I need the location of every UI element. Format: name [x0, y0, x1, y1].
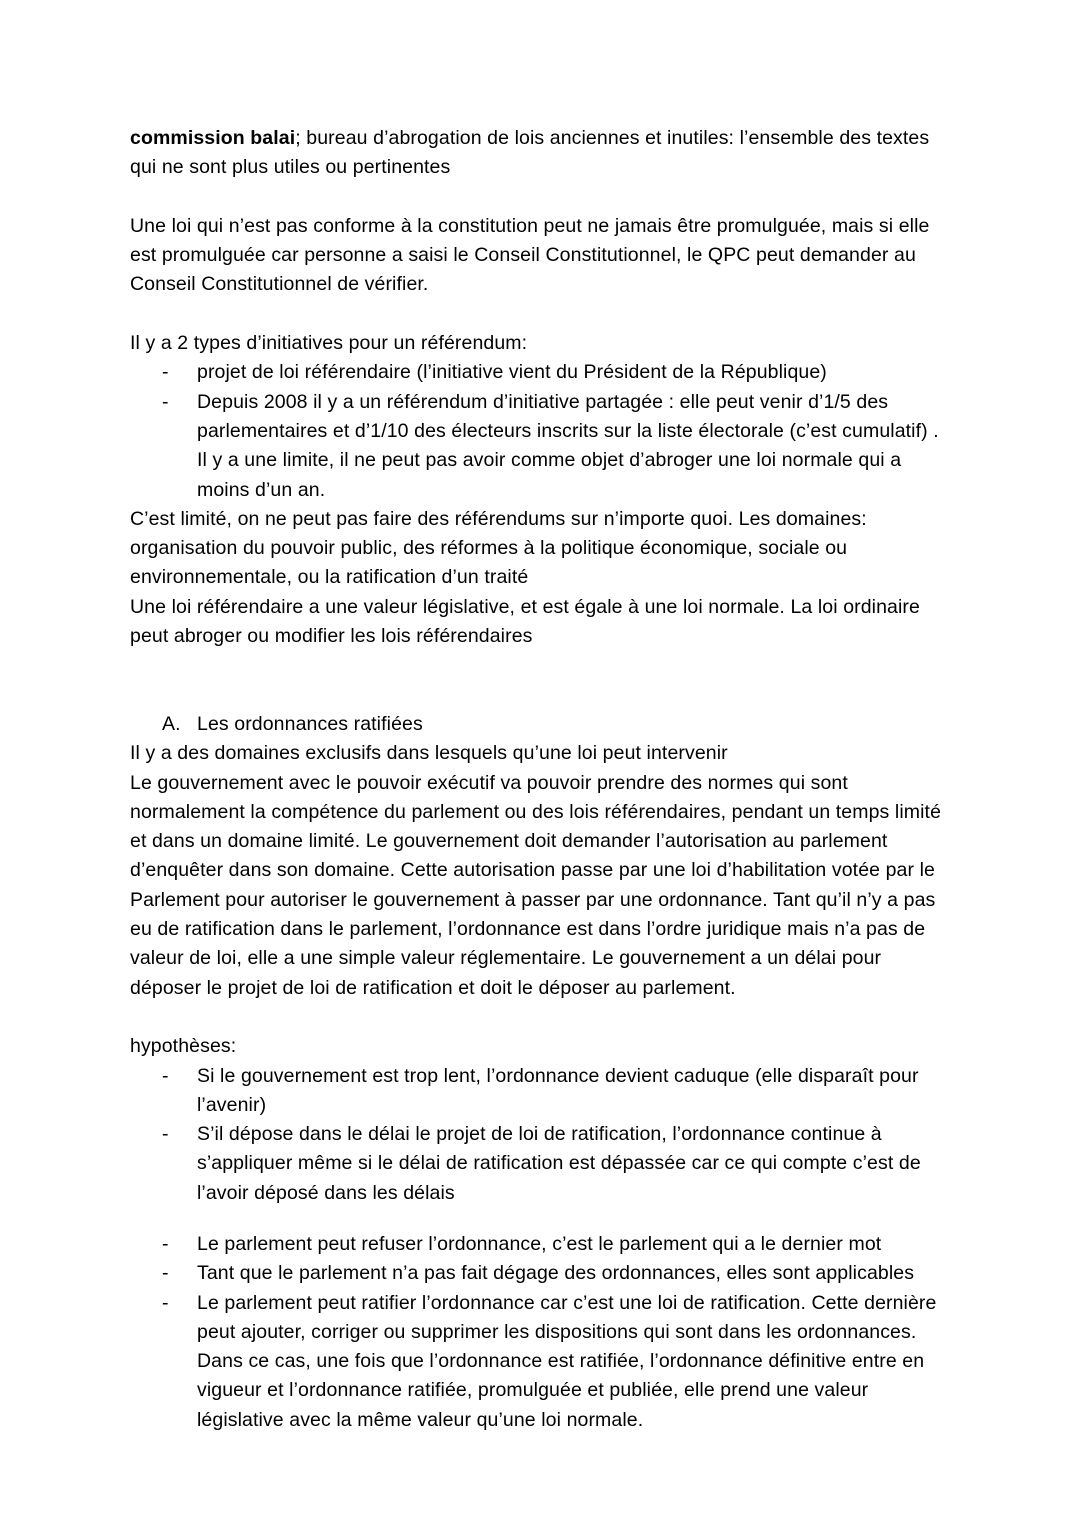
- dash-bullet: -: [162, 1064, 169, 1087]
- heading-ordonnances-ratifiees: [130, 710, 952, 739]
- paragraph-valeur-legislative: Une loi référendaire a une valeur législative, et est égale à une loi normale. La loi ordinaire peut abroger ou modifier les lois référendaires: [130, 595, 920, 648]
- list-item: [130, 1120, 952, 1208]
- blank-line: [130, 300, 952, 329]
- list-item-text: Si le gouvernement est trop lent, l’ordonnance devient caduque (elle disparaît pour l’avenir): [197, 1064, 919, 1116]
- commission-balai-bold-text: commission balai: [130, 127, 296, 149]
- list-item: [130, 1062, 952, 1121]
- list-item: [130, 1230, 952, 1259]
- heading-letter-marker: A.: [162, 712, 181, 735]
- blank-line: [130, 651, 952, 680]
- commission-balai-rest-text: ; bureau d’abrogation de lois anciennes et inutiles: l’ensemble des textes qui ne sont plus utiles ou pertinentes: [130, 127, 930, 179]
- heading-text: Les ordonnances ratifiées: [197, 712, 423, 735]
- dash-bullet: -: [162, 1262, 169, 1285]
- blank-line: [130, 183, 952, 212]
- list-item: [130, 1289, 952, 1435]
- list-item-text: Le parlement peut refuser l’ordonnance, c’est le parlement qui a le dernier mot: [197, 1232, 882, 1255]
- blank-line: [130, 1003, 952, 1032]
- paragraph-loi-conforme: Une loi qui n’est pas conforme à la constitution peut ne jamais être promulguée, mais si elle est promulguée car personne a saisi le Conseil Constitutionnel, le QPC peut demander au Conseil Constitutionnel de vérifier.: [130, 214, 930, 296]
- referendum-initiatives-list: [130, 358, 952, 504]
- list-item: [130, 1259, 952, 1288]
- blank-line: [130, 1208, 952, 1230]
- list-item: [130, 388, 952, 505]
- list-item-text: Le parlement peut ratifier l’ordonnance car c’est une loi de ratification. Cette dernière peut ajouter, corriger ou supprimer les dispositions qui sont dans les ordonnances. Dans ce cas, une fois que l’ordonnance est ratifiée, l’ordonnance définitive entre en vigueur et l’ordonnance ratifiée, promulguée et publiée, elle prend une valeur législative avec la même valeur qu’une loi normale.: [197, 1291, 937, 1431]
- paragraph-referendum-intro: Il y a 2 types d’initiatives pour un référendum:: [130, 332, 528, 355]
- list-item-text: Depuis 2008 il y a un référendum d’initiative partagée : elle peut venir d’1/5 des parlementaires et d’1/10 des électeurs inscrits sur la liste électorale (c’est cumulatif) . Il y a une limite, il ne peut pas avoir comme objet d’abroger une loi normale qui a moins d’un an.: [197, 390, 939, 501]
- dash-bullet: -: [162, 1123, 169, 1146]
- dash-bullet: -: [162, 1232, 169, 1255]
- parlement-ordonnances-list: [130, 1230, 952, 1435]
- paragraph-domaines-exclusifs: Il y a des domaines exclusifs dans lesquels qu’une loi peut intervenir: [130, 742, 728, 765]
- dash-bullet: -: [162, 361, 169, 384]
- list-item-text: S’il dépose dans le délai le projet de loi de ratification, l’ordonnance continue à s’appliquer même si le délai de ratification est dépassée car ce qui compte c’est de l’avoir déposé dans les délais: [197, 1123, 921, 1204]
- paragraph-commission-balai: [130, 124, 952, 183]
- hypotheses-list: [130, 1062, 952, 1208]
- dash-bullet: -: [162, 1291, 169, 1314]
- list-item-text: Tant que le parlement n’a pas fait dégage des ordonnances, elles sont applicables: [197, 1262, 915, 1285]
- list-item: [130, 358, 952, 387]
- list-item-text: projet de loi référendaire (l’initiative vient du Président de la République): [197, 361, 827, 384]
- blank-line: [130, 681, 952, 710]
- paragraph-gouvernement-ordonnances: Le gouvernement avec le pouvoir exécutif va pouvoir prendre des normes qui sont normalement la compétence du parlement ou des lois référendaires, pendant un temps limité et dans un domaine limité. Le gouvernement doit demander l’autorisation au parlement d’enquêter dans son domaine. Cette autorisation passe par une loi d’habilitation votée par le Parlement pour autoriser le gouvernement à passer par une ordonnance. Tant qu’il n’y a pas eu de ratification dans le parlement, l’ordonnance est dans l’ordre juridique mais n’a pas de valeur de loi, elle a une simple valeur réglementaire. Le gouvernement a un délai pour déposer le projet de loi de ratification et doit le déposer au parlement.: [130, 771, 942, 999]
- paragraph-limites-referendum: C’est limité, on ne peut pas faire des référendums sur n’importe quoi. Les domaines: organisation du pouvoir public, des réformes à la politique économique, sociale ou environnementale, ou la ratification d’un traité: [130, 507, 867, 589]
- dash-bullet: -: [162, 390, 169, 413]
- paragraph-hypotheses-label: hypothèses:: [130, 1035, 237, 1058]
